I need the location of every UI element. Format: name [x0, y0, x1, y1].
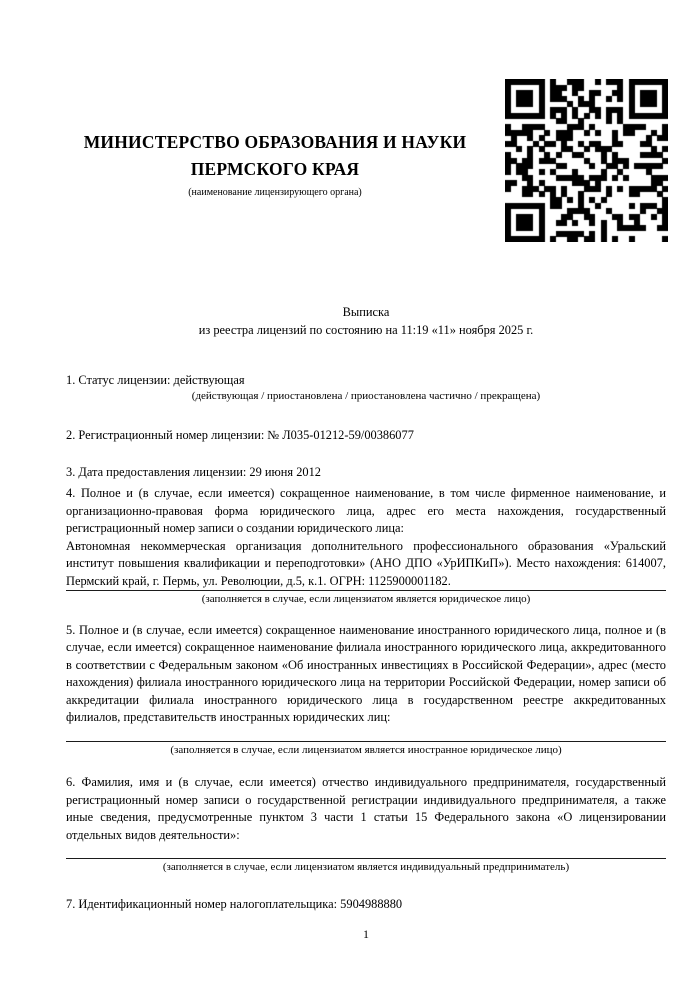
item-legal-entity-label: 4. Полное и (в случае, если имеется) сокращенное наименование, в том числе фирменное наименование, и организационно-правовая форма юридического лица, адрес его места нахождения, государственный регистрационный номер записи о создании юридического лица: [66, 486, 666, 535]
item-license-status: 1. Статус лицензии: действующая [66, 373, 245, 387]
ministry-name-line2: ПЕРМСКОГО КРАЯ [190, 159, 360, 179]
licensing-authority-block [64, 129, 486, 199]
entrepreneur-hint: (заполняется в случае, если лицензиатом является индивидуальный предприниматель) [162, 861, 570, 873]
ministry-name-line1: МИНИСТЕРСТВО ОБРАЗОВАНИЯ И НАУКИ [83, 132, 467, 152]
ministry-caption: (наименование лицензирующего органа) [188, 187, 362, 198]
item-grant-date: 3. Дата предоставления лицензии: 29 июня 2012 [66, 464, 322, 479]
qr-code [505, 79, 668, 242]
document-subtitle: из реестра лицензий по состоянию на 11:19 «11» ноября 2025 г. [198, 323, 534, 337]
document-title-block [66, 303, 666, 339]
document-title: Выписка [342, 305, 390, 319]
license-status-options-hint: (действующая / приостановлена / приостановлена частично / прекращена) [191, 389, 541, 402]
foreign-entity-hint: (заполняется в случае, если лицензиатом является иностранное юридическое лицо) [170, 743, 562, 756]
fill-in-line [66, 858, 666, 859]
item-registration-number: 2. Регистрационный номер лицензии: № Л035-01212-59/00386077 [66, 428, 414, 442]
legal-entity-hint: (заполняется в случае, если лицензиатом является юридическое лицо) [201, 593, 531, 605]
item-taxpayer-number: 7. Идентификационный номер налогоплательщика: 5904988880 [66, 896, 403, 911]
item-entrepreneur-label: 6. Фамилия, имя и (в случае, если имеется) отчество индивидуального предпринимателя, государственный регистрационный номер записи о государственной регистрации индивидуального предпринимателя, а также иные сведения, предусмотренные пунктом 3 части 1 статьи 15 Федерального закона «О лицензировании отдельных видов деятельности»: [66, 775, 666, 842]
item-legal-entity-value: Автономная некоммерческая организация дополнительного профессионального образования «Уральский институт повышения квалификации и переподготовки» (АНО ДПО «УрИПКиП»). Место нахождения: 614007, Пермский край, г. Пермь, ул. Революции, д.5, к.1. ОГРН: 1125900001182. [66, 538, 666, 588]
page-number: 1 [363, 927, 369, 941]
item-foreign-entity-label: 5. Полное и (в случае, если имеется) сокращенное наименование иностранного юридического лица, полное и (в случае, если имеется) сокращенное наименование филиала иностранного юридического лица, аккредитованного в соответствии с Федеральным законом «Об иностранных инвестициях в Российской Федерации», адрес (место нахождения) филиала иностранного юридического лица на территории Российской Федерации, номер записи об аккредитации филиала иностранного юридического лица в государственном реестре аккредитованных филиалов, представительств иностранных юридических лиц: [66, 622, 666, 724]
document-body [66, 303, 666, 913]
fill-in-line [66, 590, 666, 591]
fill-in-line [66, 741, 666, 742]
